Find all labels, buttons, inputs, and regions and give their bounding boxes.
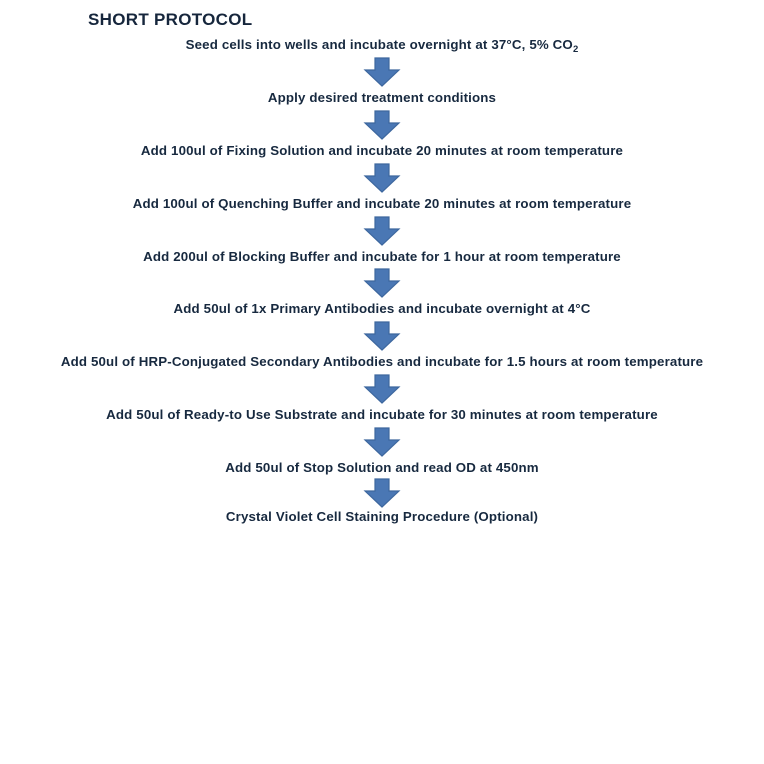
down-arrow-icon	[362, 110, 402, 140]
arrow-connector	[362, 478, 402, 508]
arrow-connector	[362, 266, 402, 300]
flow-step: Add 50ul of Ready-to Use Substrate and incubate for 30 minutes at room temperature	[106, 407, 658, 423]
down-arrow-icon	[362, 268, 402, 298]
down-arrow-icon	[362, 57, 402, 87]
arrow-connector	[362, 214, 402, 248]
flow-step: Add 50ul of Stop Solution and read OD at 450nm	[225, 460, 539, 475]
flow-step: Add 100ul of Fixing Solution and incubate 20 minutes at room temperature	[140, 142, 624, 158]
flow-step: Add 50ul of HRP-Conjugated Secondary Antibodies and incubate for 1.5 hours at room temperature	[60, 354, 704, 370]
flow-step: Add 100ul of Quenching Buffer and incubate 20 minutes at room temperature	[132, 195, 632, 211]
arrow-connector	[362, 425, 402, 459]
down-arrow-icon	[362, 374, 402, 404]
flow-step-label: Seed cells into wells and incubate overnight at 37°C, 5% CO	[185, 37, 573, 52]
down-arrow-icon	[362, 216, 402, 246]
flow-step: Add 200ul of Blocking Buffer and incubate for 1 hour at room temperature	[143, 248, 621, 264]
down-arrow-icon	[362, 163, 402, 193]
arrow-connector	[362, 108, 402, 142]
arrow-connector	[362, 372, 402, 406]
page-title: SHORT PROTOCOL	[88, 10, 253, 29]
flow-step: Crystal Violet Cell Staining Procedure (Optional)	[225, 508, 539, 524]
flow-step: Add 50ul of 1x Primary Antibodies and incubate overnight at 4°C	[173, 301, 591, 317]
arrow-connector	[362, 161, 402, 195]
flowchart	[30, 36, 734, 527]
flow-step: Apply desired treatment conditions	[267, 89, 497, 105]
down-arrow-icon	[362, 427, 402, 457]
arrow-connector	[362, 319, 402, 353]
down-arrow-icon	[362, 478, 402, 508]
arrow-connector	[362, 55, 402, 89]
down-arrow-icon	[362, 321, 402, 351]
flow-step-subscript: 2	[572, 44, 579, 55]
flow-step	[52, 36, 712, 55]
